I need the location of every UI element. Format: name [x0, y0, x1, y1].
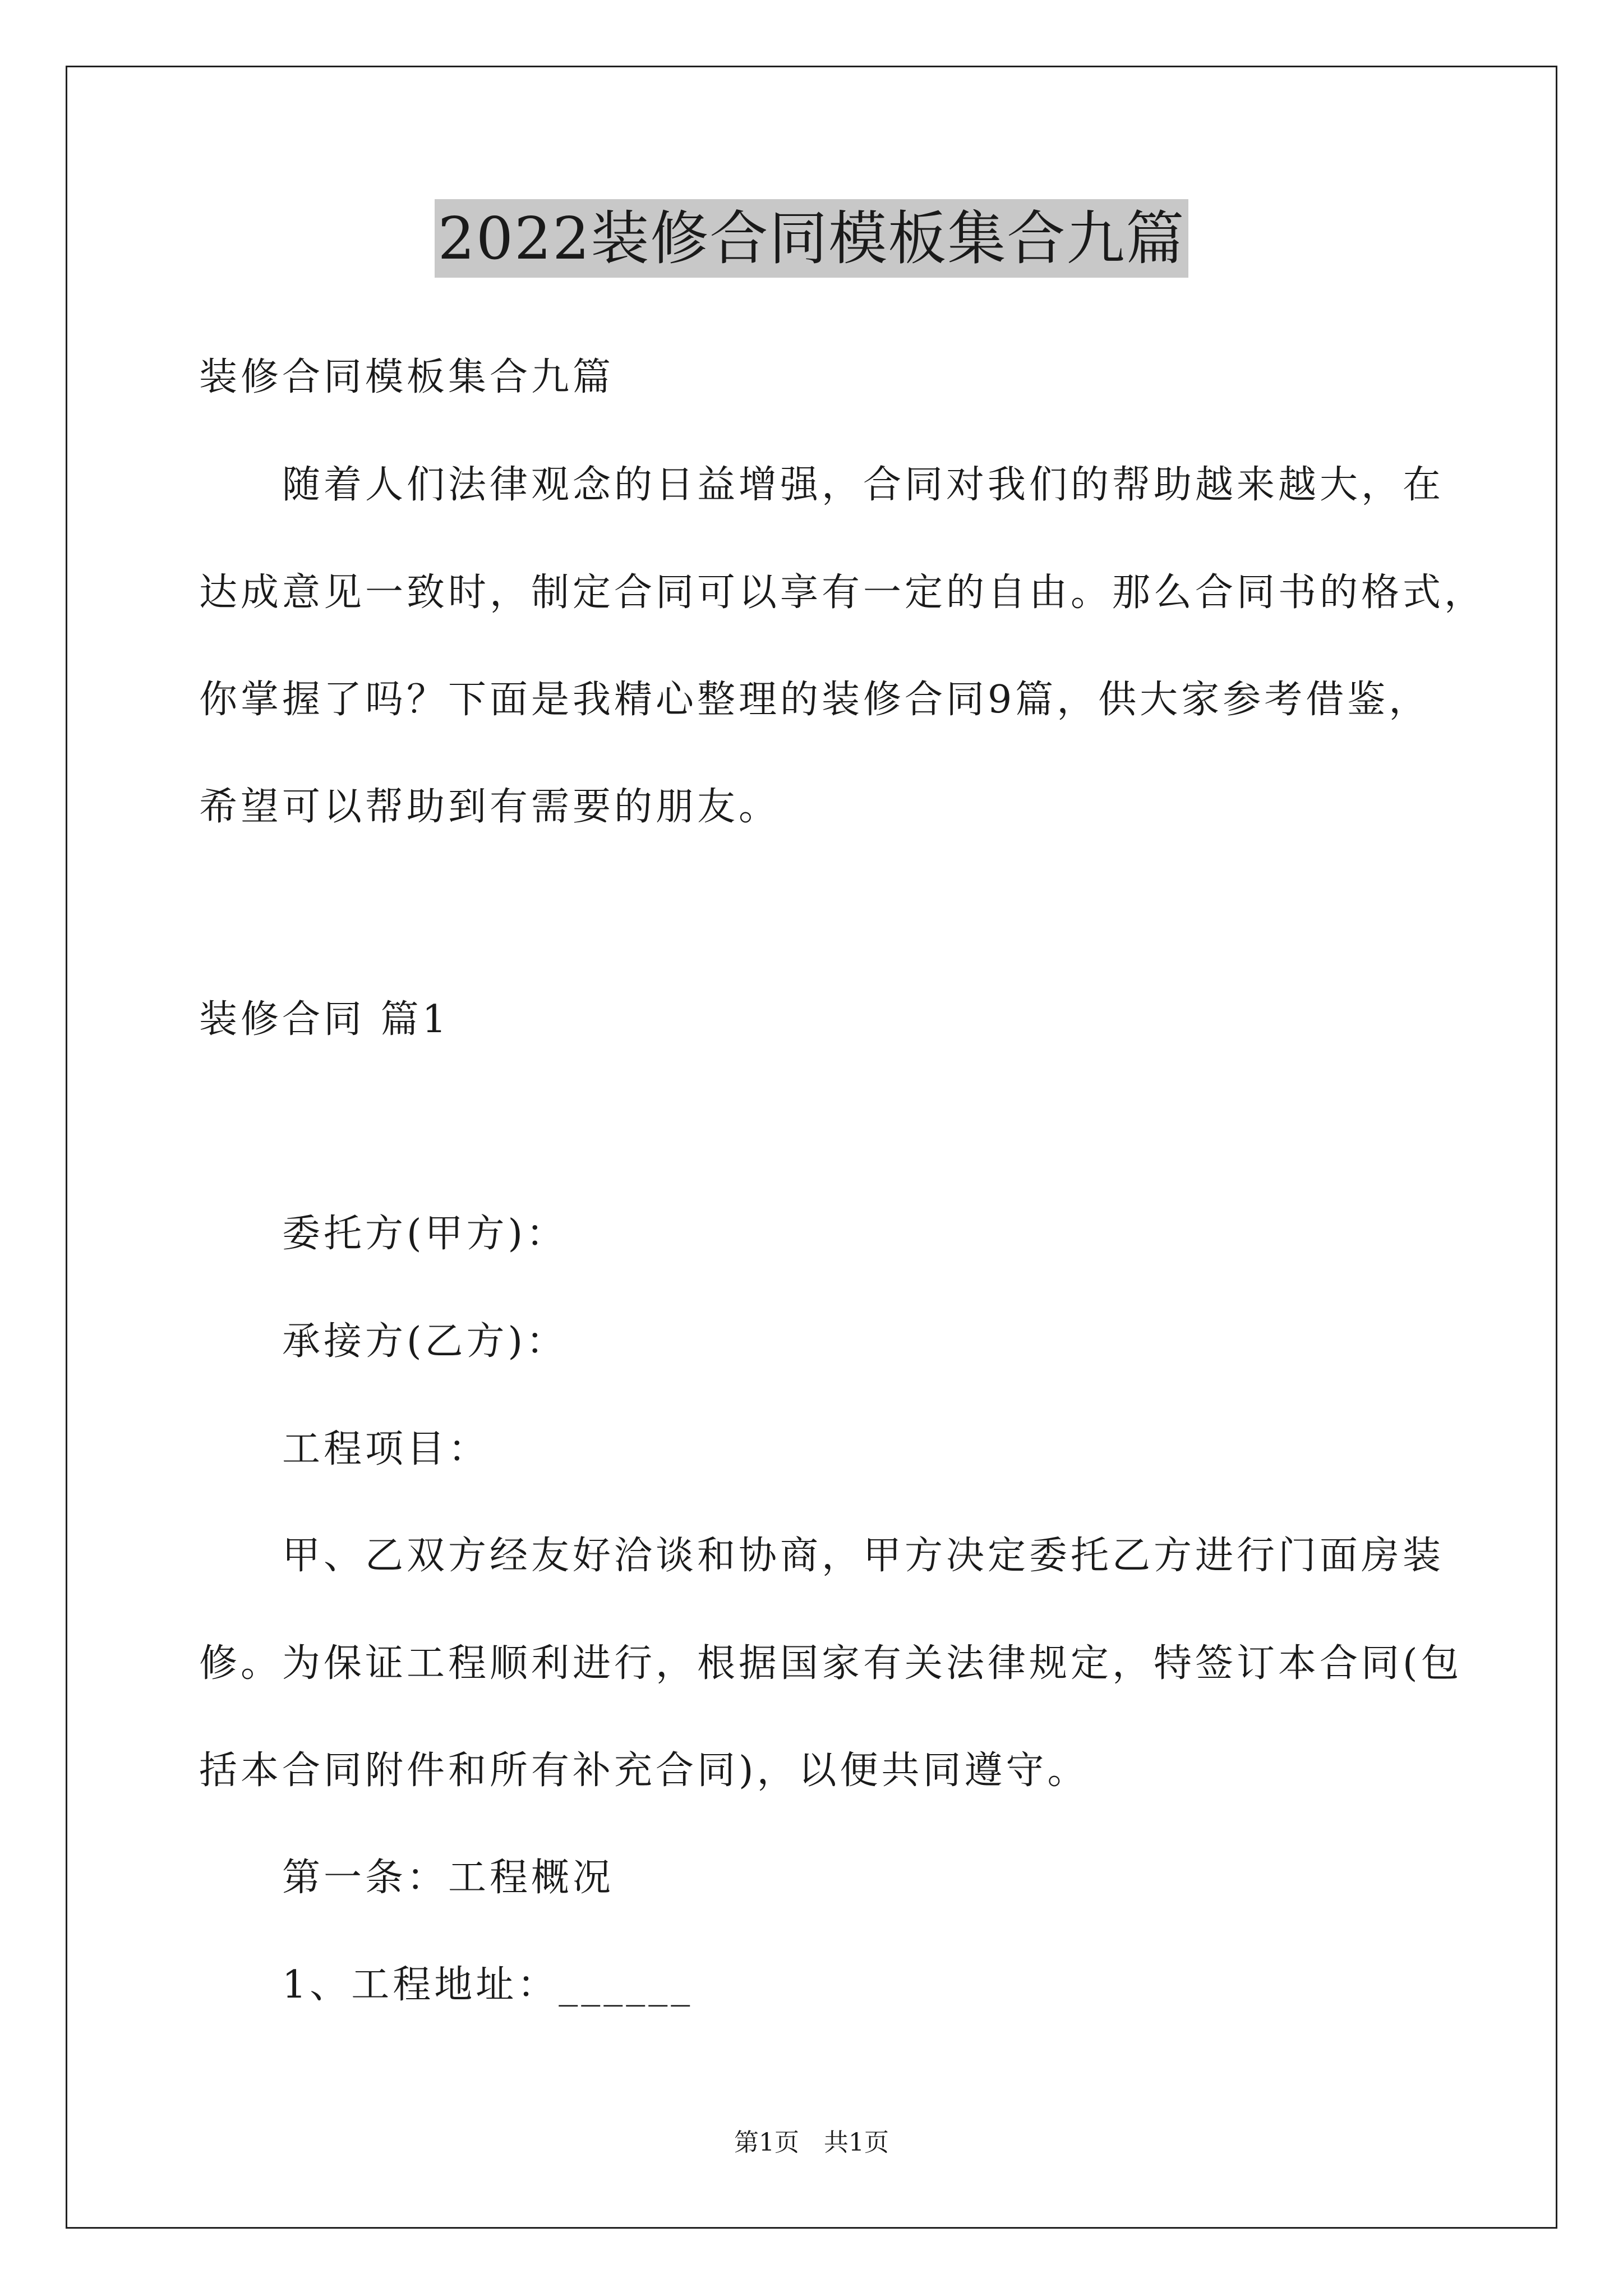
agreement-line-2: 修。为保证工程顺利进行，根据国家有关法律规定，特签订本合同(包: [199, 1641, 1463, 1686]
document-subtitle: 装修合同模板集合九篇: [199, 355, 615, 399]
intro-line-4: 希望可以帮助到有需要的朋友。: [199, 785, 781, 829]
intro-line-3: 你掌握了吗？下面是我精心整理的装修合同9篇，供大家参考借鉴，: [199, 678, 1431, 722]
section-heading: 装修合同 篇1: [199, 997, 450, 1042]
intro-line-2: 达成意见一致时，制定合同可以享有一定的自由。那么合同书的格式，: [199, 570, 1486, 615]
agreement-line-1: 甲、乙双方经友好洽谈和协商，甲方决定委托乙方进行门面房装: [282, 1534, 1445, 1578]
page-footer: 第1页 共1页: [734, 2128, 889, 2157]
intro-line-1: 随着人们法律观念的日益增强，合同对我们的帮助越来越大，在: [282, 463, 1445, 507]
item-one-address: 1、工程地址：______: [282, 1963, 694, 2007]
project-label: 工程项目：: [282, 1427, 490, 1471]
party-b-label: 承接方(乙方)：: [282, 1319, 568, 1364]
title-container: [0, 199, 1623, 278]
article-one-heading: 第一条：工程概况: [282, 1856, 615, 1900]
party-a-label: 委托方(甲方)：: [282, 1212, 568, 1256]
agreement-line-3: 括本合同附件和所有补充合同)，以便共同遵守。: [199, 1749, 1089, 1793]
document-title: 2022装修合同模板集合九篇: [435, 199, 1189, 278]
